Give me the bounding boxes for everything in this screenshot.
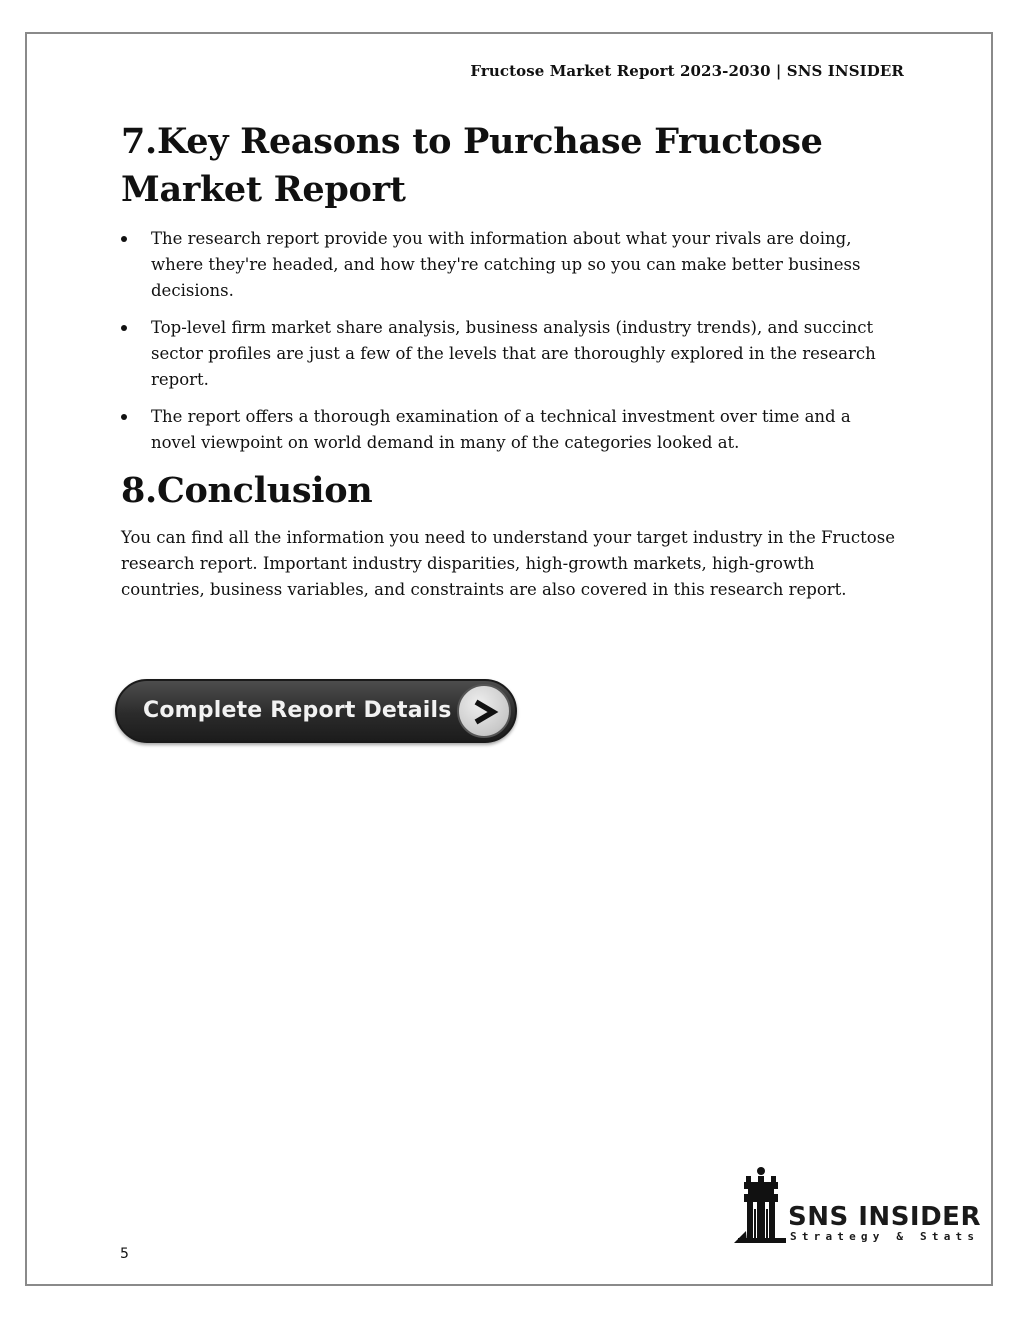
chess-rook-icon [734, 1165, 790, 1245]
bullet-icon [121, 236, 127, 242]
reasons-list [121, 226, 896, 456]
list-item-text: Top-level firm market share analysis, business analysis (industry trends), and succinct sector profiles are just a few of the levels that are thoroughly explored in the research report. [151, 318, 876, 389]
list-item [121, 404, 896, 456]
bullet-icon [121, 414, 127, 420]
list-item [121, 315, 896, 393]
cta-label: Complete Report Details [143, 698, 452, 723]
section-8-heading: 8.Conclusion [121, 470, 373, 511]
conclusion-paragraph: You can find all the information you need to understand your target industry in the Fructose research report. Important industry disparities, high-growth markets, high-growth countries, business variables, and constraints are also covered in this research report. [121, 528, 895, 599]
logo-name: SNS INSIDER [788, 1202, 981, 1232]
page-number: 5 [120, 1246, 129, 1262]
bullet-icon [121, 325, 127, 331]
list-item-text: The research report provide you with information about what your rivals are doing, where they're headed, and how they're catching up so you can make better business decisions. [151, 229, 861, 300]
logo-tagline: Strategy & Stats [790, 1230, 980, 1243]
sns-insider-logo [734, 1165, 981, 1247]
complete-report-details-button[interactable] [115, 679, 517, 743]
running-header: Fructose Market Report 2023-2030 | SNS INSIDER [470, 62, 904, 80]
chevron-right-icon [457, 684, 511, 738]
main-content [121, 118, 896, 603]
list-item [121, 226, 896, 304]
section-7-heading: 7.Key Reasons to Purchase Fructose Market Report [121, 121, 823, 210]
list-item-text: The report offers a thorough examination of a technical investment over time and a novel viewpoint on world demand in many of the categories looked at. [151, 407, 851, 452]
